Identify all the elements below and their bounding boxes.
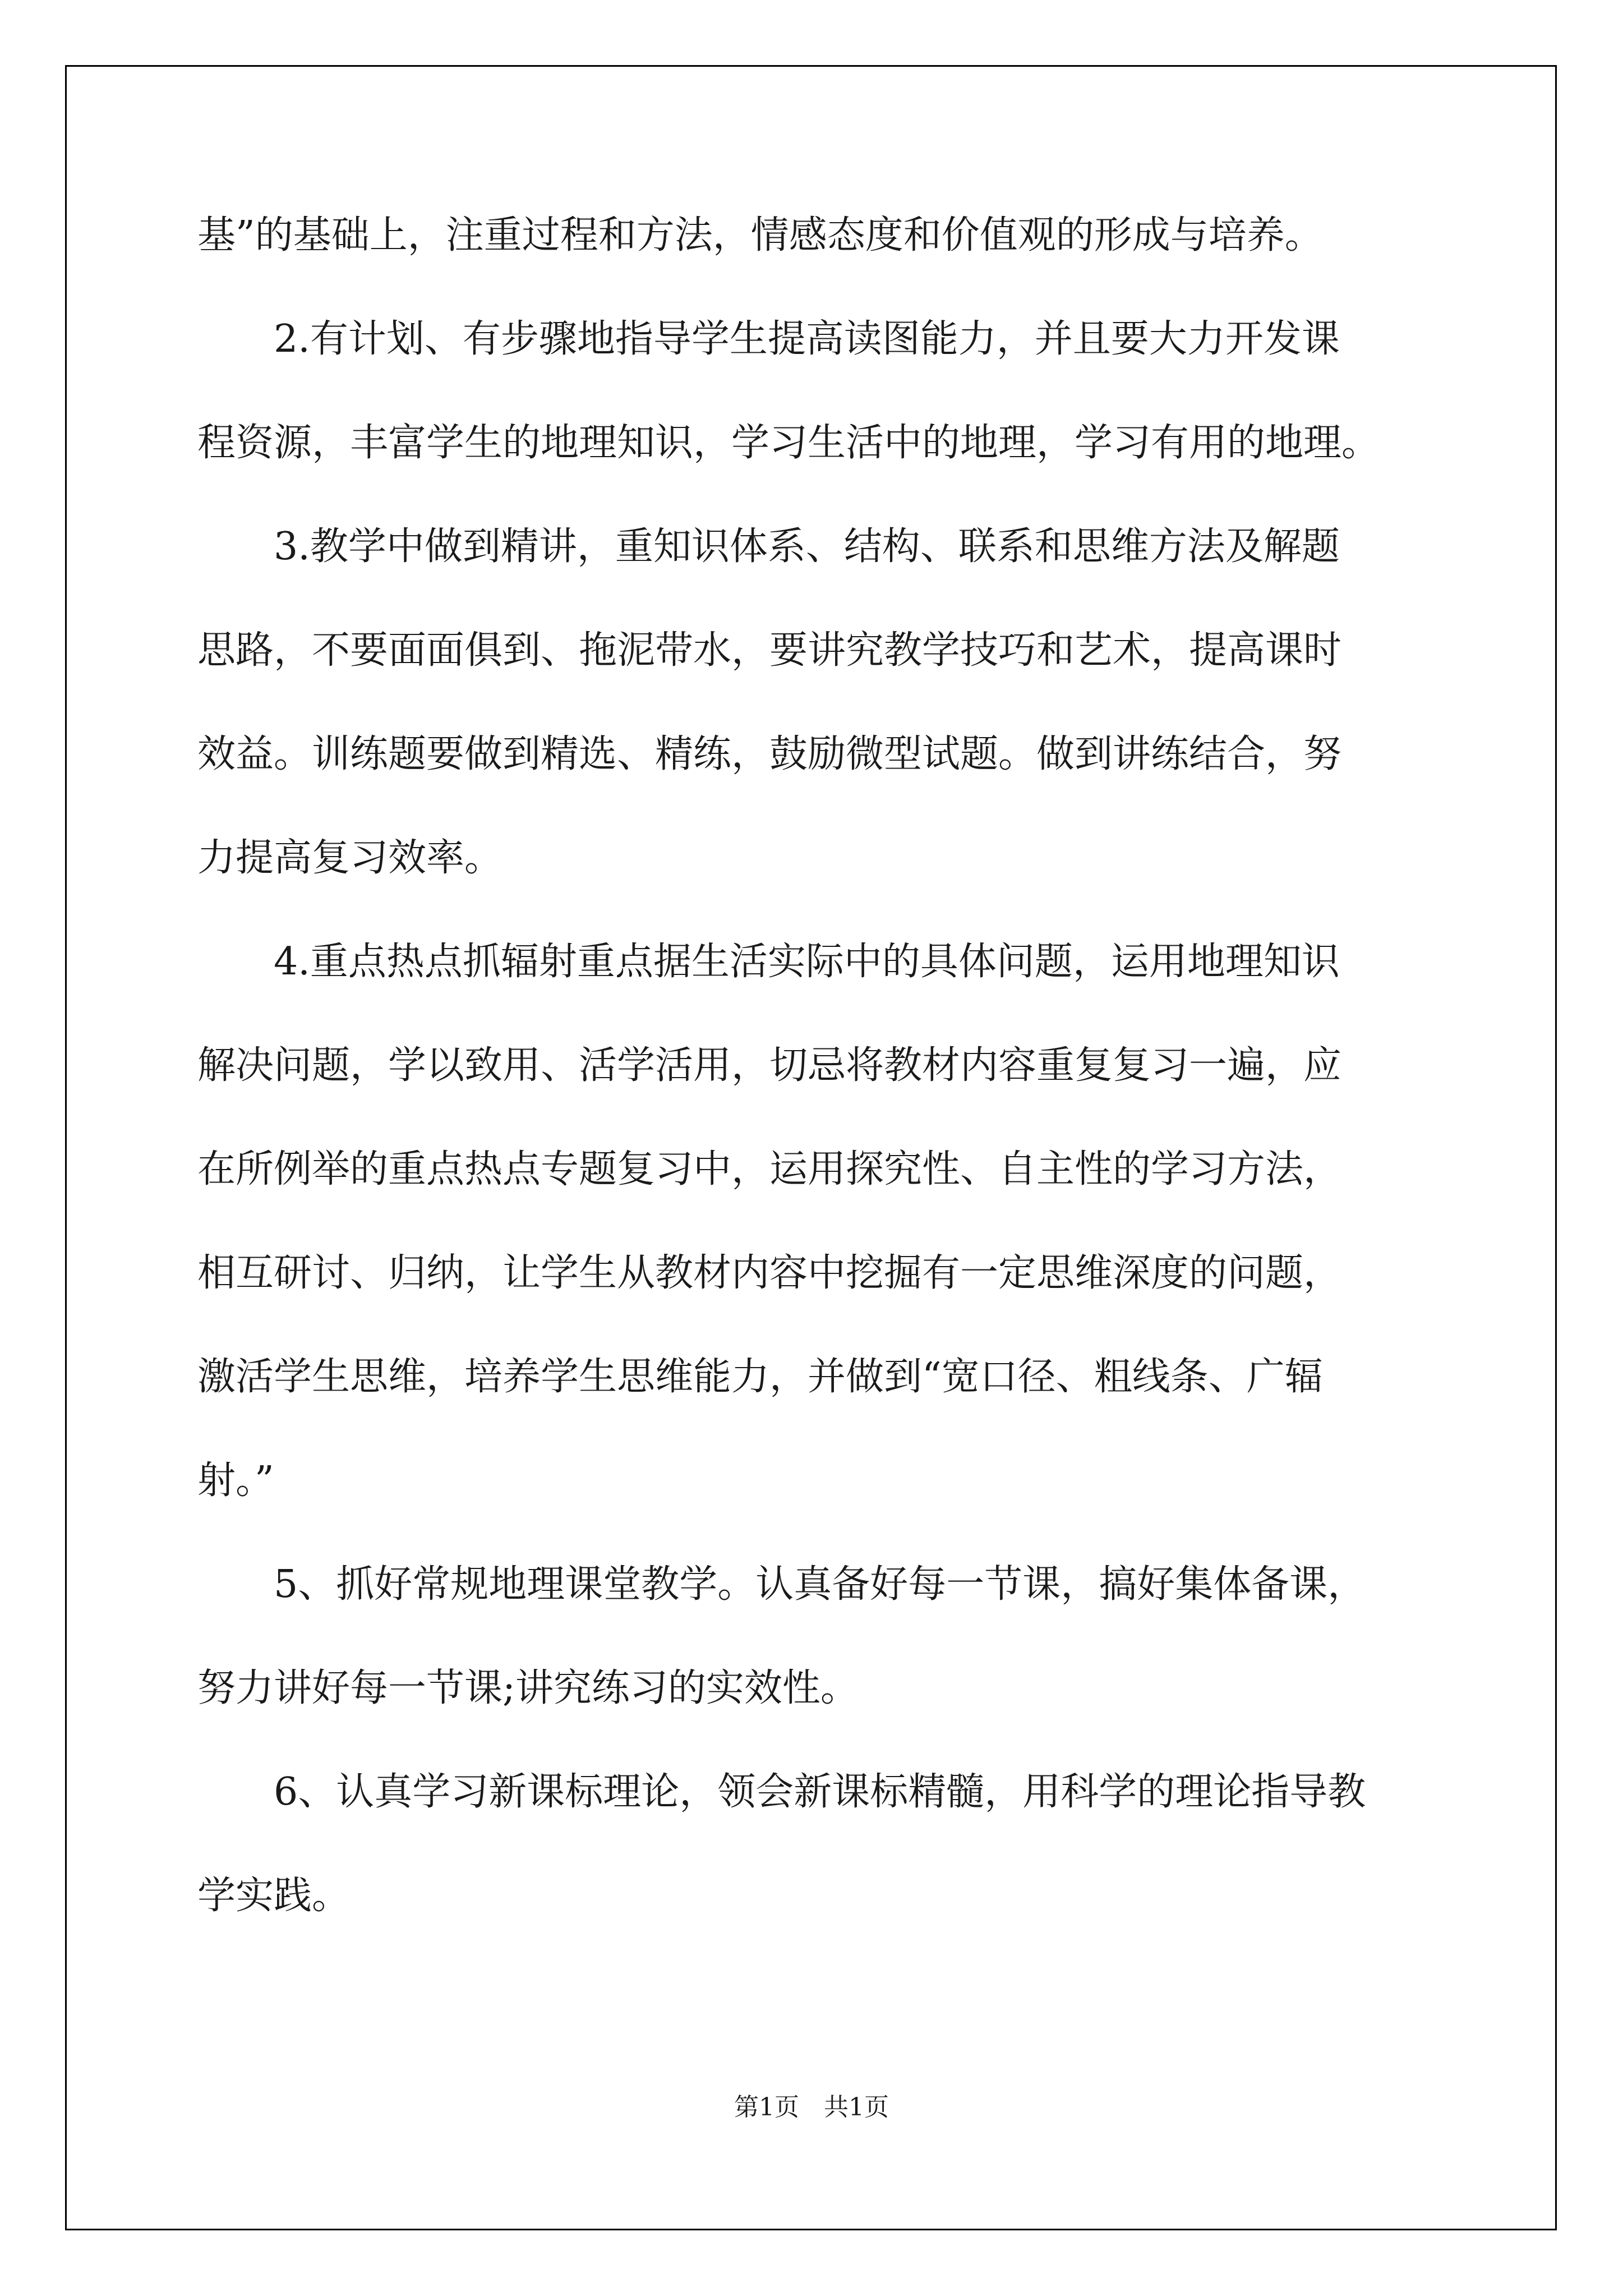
paragraph-1-line-1: 基”的基础上，注重过程和方法，情感态度和价值观的形成与培养。 bbox=[197, 213, 1323, 257]
page-footer: 第1页 共1页 bbox=[734, 2093, 889, 2122]
paragraph-3-line-1: 3.教学中做到精讲，重知识体系、结构、联系和思维方法及解题 bbox=[274, 524, 1340, 569]
paragraph-2-line-1: 2.有计划、有步骤地指导学生提高读图能力，并且要大力开发课 bbox=[274, 317, 1340, 361]
paragraph-4-line-1: 4.重点热点抓辐射重点据生活实际中的具体问题，运用地理知识 bbox=[274, 940, 1340, 984]
paragraph-2-line-2: 程资源，丰富学生的地理知识，学习生活中的地理，学习有用的地理。 bbox=[197, 421, 1380, 465]
paragraph-5-line-1: 5、抓好常规地理课堂教学。认真备好每一节课，搞好集体备课， bbox=[274, 1562, 1366, 1607]
paragraph-3-line-3: 效益。训练题要做到精选、精练，鼓励微型试题。做到讲练结合，努 bbox=[197, 732, 1342, 776]
paragraph-5-line-2: 努力讲好每一节课;讲究练习的实效性。 bbox=[197, 1666, 859, 1710]
paragraph-3-line-2: 思路，不要面面俱到、拖泥带水，要讲究教学技巧和艺术，提高课时 bbox=[197, 628, 1342, 673]
paragraph-3-line-4: 力提高复习效率。 bbox=[197, 836, 503, 880]
paragraph-6-line-2: 学实践。 bbox=[197, 1874, 351, 1918]
paragraph-4-line-4: 相互研讨、归纳，让学生从教材内容中挖掘有一定思维深度的问题， bbox=[197, 1251, 1342, 1295]
paragraph-6-line-1: 6、认真学习新课标理论，领会新课标精髓，用科学的理论指导教 bbox=[274, 1770, 1366, 1814]
paragraph-4-line-6: 射。” bbox=[197, 1458, 274, 1503]
paragraph-4-line-5: 激活学生思维，培养学生思维能力，并做到“宽口径、粗线条、广辐 bbox=[197, 1355, 1323, 1399]
paragraph-4-line-3: 在所例举的重点热点专题复习中，运用探究性、自主性的学习方法， bbox=[197, 1147, 1342, 1191]
paragraph-4-line-2: 解决问题，学以致用、活学活用，切忌将教材内容重复复习一遍，应 bbox=[197, 1043, 1342, 1088]
